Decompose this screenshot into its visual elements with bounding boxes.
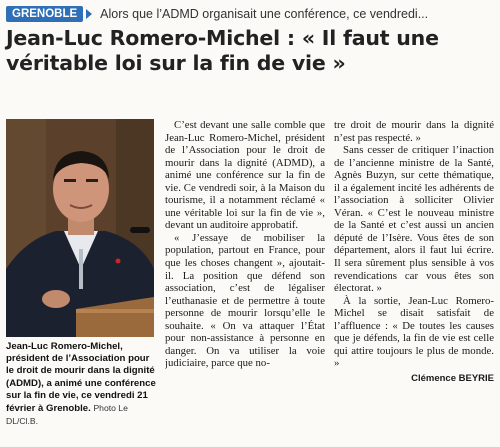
- caption-text: Jean-Luc Romero-Michel, président de l’Association pour le droit de mourir dans la dignité (ADMD), a animé une conférence sur la fin de vie, ce vendredi 21 février à Grenoble.: [6, 341, 156, 415]
- headline: Jean-Luc Romero-Michel : « Il faut une véritable loi sur la fin de vie »: [6, 26, 439, 75]
- article-paragraph: À la sortie, Jean-Luc Romero-Michel se disait satisfait de l’affluence : « De toutes les causes que je défends, la fin de vie est celle qui attire toujours le plus de monde. »: [334, 294, 494, 370]
- article-paragraph: Sans cesser de critiquer l’inaction de l’ancienne ministre de la Santé, Agnès Buzyn, sur cette thématique, il a également incité les adhérents de l’association à solliciter Olivier Véran. « C’est le nouveau ministre de la Santé et c’est aussi un ancien député de l’Isère. Vous êtes de son département, alors il faut lui écrire. Il sera sûrement plus sensible à vos revendications car vous êtes son électorat. »: [334, 144, 494, 295]
- section-badge: GRENOBLE: [6, 6, 83, 22]
- article-paragraph-continuation: tre droit de mourir dans la dignité n’est pas respecté. »: [334, 119, 494, 144]
- kicker-line: [6, 5, 496, 23]
- article-paragraph: « J’essaye de mobiliser la population, partout en France, pour que les choses changent », ajoutait-il. La position que défend son association, c’est de légaliser l’euthanasie et de permettre à toute personne de mourir lorsqu’elle le souhaite. « On va attaquer l’État pour non-assistance à personne en danger. On va utiliser la voie judiciaire, parce que no-: [165, 231, 325, 370]
- kicker-text: Alors que l’ADMD organisait une conférence, ce vendredi...: [100, 7, 429, 22]
- speaker-photo: [6, 119, 154, 337]
- photo-credit: Photo Le DL/Cl.B.: [6, 403, 128, 427]
- article-column-1: [165, 119, 325, 444]
- speaker-illustration: [6, 119, 154, 337]
- article-column-2: [334, 119, 494, 444]
- arrow-icon: [86, 9, 92, 19]
- photo-caption: [6, 341, 156, 428]
- article-paragraph: C’est devant une salle comble que Jean-Luc Romero-Michel, président de l’Association pour le droit de mourir dans la dignité (ADMD), a animé une conférence sur la fin de vie. Ce vendredi soir, à la Maison du tourisme, il a notamment réclamé « une véritable loi sur la fin de vie », devant un auditoire approbatif.: [165, 119, 325, 232]
- byline: Clémence BEYRIE: [411, 372, 494, 384]
